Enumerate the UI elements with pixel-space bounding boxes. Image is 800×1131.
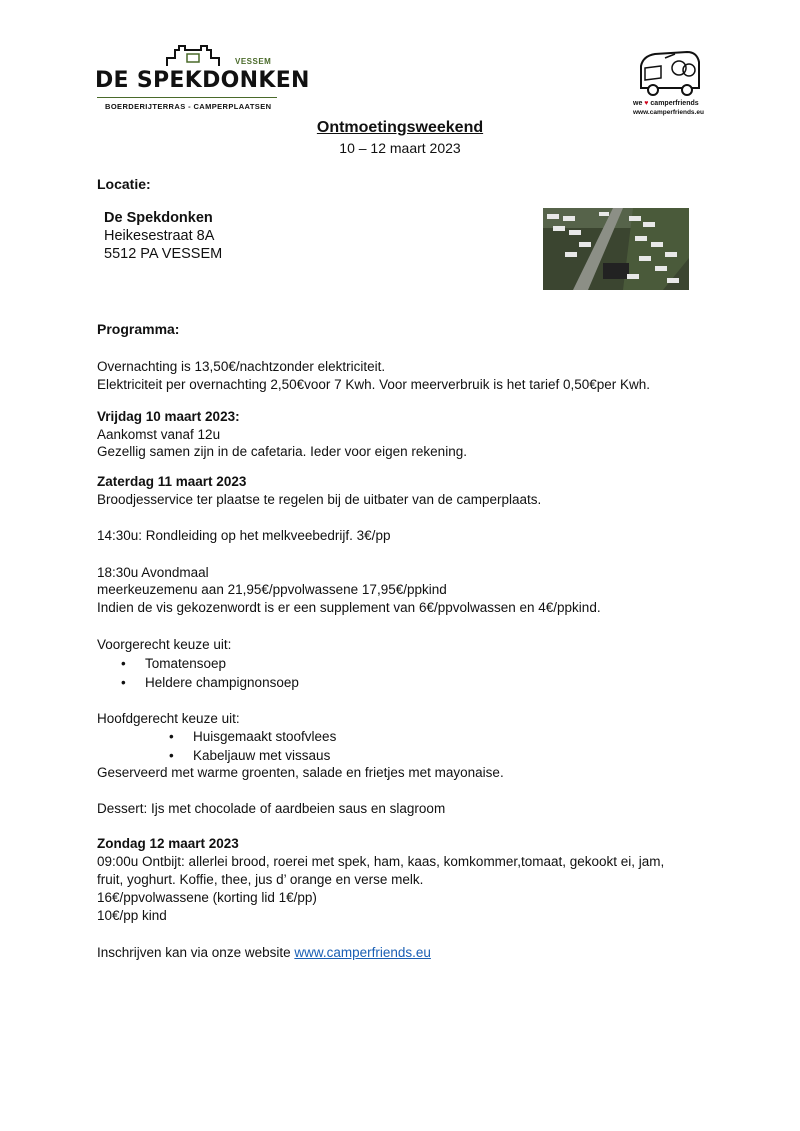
location-city: 5512 PA VESSEM <box>104 246 223 262</box>
campsite-aerial-photo <box>543 208 689 290</box>
list-item: • Tomatensoep <box>121 656 227 671</box>
location-name: De Spekdonken <box>104 210 213 226</box>
list-item: • Heldere champignonsoep <box>121 675 299 690</box>
brand-location: VESSEM <box>235 57 272 66</box>
friday-line-2: Gezellig samen zijn in de cafetaria. Ieder voor eigen rekening. <box>97 444 467 459</box>
main-heading: Hoofdgerecht keuze uit: <box>97 711 240 726</box>
served-with: Geserveerd met warme groenten, salade en frietjes met mayonaise. <box>97 765 504 780</box>
sunday-line-2: fruit, yoghurt. Koffie, thee, jus d’ orange en verse melk. <box>97 872 424 887</box>
camper-van-icon <box>635 48 705 98</box>
heart-icon: ♥ <box>644 100 649 107</box>
program-heading: Programma: <box>97 321 180 337</box>
sunday-line-1: 09:00u Ontbijt: allerlei brood, roerei met spek, ham, kaas, komkommer,tomaat, gekookt ei, jam, <box>97 854 665 869</box>
address-block <box>104 209 222 263</box>
brand-name: DE SPEKDONKEN <box>95 68 310 93</box>
logo-divider <box>97 97 277 98</box>
intro-overnight: Overnachting is 13,50€/nachtzonder elektriciteit. <box>97 359 386 374</box>
friday-heading: Vrijdag 10 maart 2023: <box>97 409 240 424</box>
location-heading: Locatie: <box>97 176 151 192</box>
page-title: Ontmoetingsweekend <box>316 119 484 136</box>
location-street: Heikesestraat 8A <box>104 228 215 244</box>
saturday-line-1: Broodjesservice ter plaatse te regelen bij de uitbater van de camperplaats. <box>97 492 542 507</box>
list-item: • Kabeljauw met vissaus <box>169 748 331 763</box>
starter-list <box>121 654 299 692</box>
partner-url: www.camperfriends.eu <box>633 109 704 116</box>
sunday-price-child: 10€/pp kind <box>97 908 167 923</box>
friday-line-1: Aankomst vanaf 12u <box>97 427 221 442</box>
saturday-fish-note: Indien de vis gekozenwordt is er een supplement van 6€/ppvolwassen en 4€/ppkind. <box>97 600 601 615</box>
sunday-price-adult: 16€/ppvolwassene (korting lid 1€/pp) <box>97 890 317 905</box>
intro-electricity: Elektriciteit per overnachting 2,50€voor 7 Kwh. Voor meerverbruik is het tarief 0,50€per Kwh. <box>97 377 651 392</box>
dessert: Dessert: Ijs met chocolade of aardbeien saus en slagroom <box>97 801 446 816</box>
saturday-dinner: 18:30u Avondmaal <box>97 565 209 580</box>
saturday-tour: 14:30u: Rondleiding op het melkveebedrijf. 3€/pp <box>97 528 391 543</box>
starter-heading: Voorgerecht keuze uit: <box>97 637 232 652</box>
saturday-heading: Zaterdag 11 maart 2023 <box>97 474 247 489</box>
event-dates: 10 – 12 maart 2023 <box>339 140 461 156</box>
sunday-heading: Zondag 12 maart 2023 <box>97 836 239 851</box>
partner-slogan: we ♥ camperfriends <box>633 100 699 107</box>
cow-head-icon <box>163 44 223 68</box>
signup-link[interactable]: www.camperfriends.eu <box>294 945 431 960</box>
signup-line: Inschrijven kan via onze website www.camperfriends.eu <box>97 945 431 960</box>
brand-tagline: BOERDERIJTERRAS - CAMPERPLAATSEN <box>105 102 272 111</box>
camperfriends-logo <box>630 48 710 123</box>
list-item: • Huisgemaakt stoofvlees <box>169 729 337 744</box>
main-list <box>169 727 337 765</box>
saturday-menu-price: meerkeuzemenu aan 21,95€/ppvolwassene 17,95€/ppkind <box>97 582 447 597</box>
